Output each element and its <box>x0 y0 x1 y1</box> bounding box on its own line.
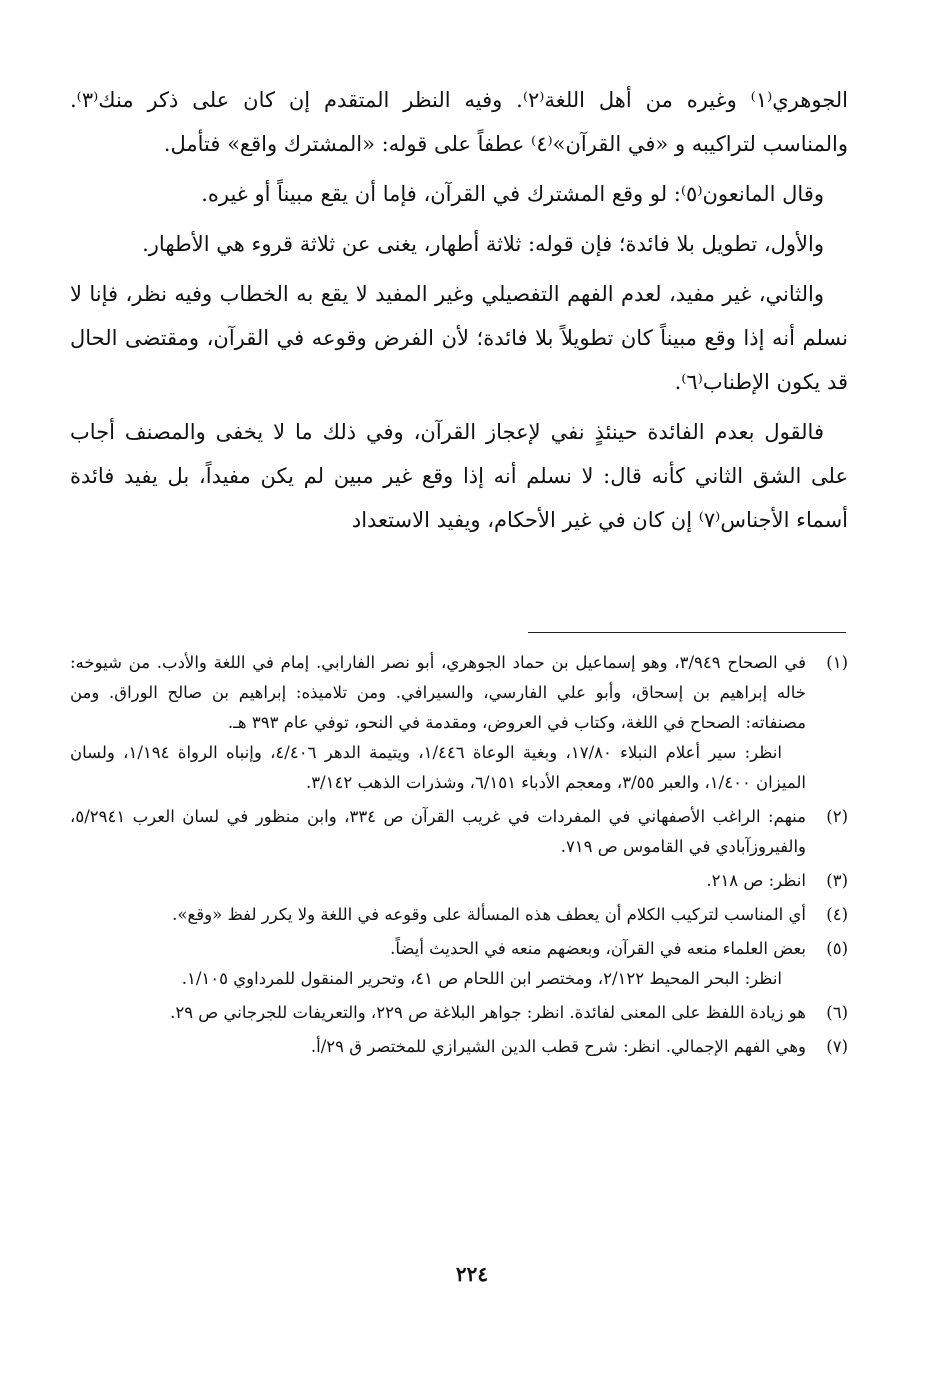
footnote-number: (١) <box>826 653 848 672</box>
paragraph: الجوهري⁽١⁾ وغيره من أهل اللغة⁽٢⁾. وفيه النظر المتقدم إن كان على ذكر منك⁽٣⁾. والمناسب لتراكيبه و «في القرآن»⁽٤⁾ عطفاً على قوله: «المشترك واقع» فتأمل. <box>70 88 848 156</box>
paragraph: والثاني، غير مفيد، لعدم الفهم التفصيلي وغير المفيد لا يقع به الخطاب وفيه نظر، فإنا لا نسلم أنه إذا وقع مبيناً كان تطويلاً بلا فائدة؛ لأن الفرض وقوعه في القرآن، ومقتضى الحال قد يكون الإطناب⁽٦⁾. <box>70 282 848 394</box>
footnote <box>70 900 848 930</box>
footnote-text: انظر: سير أعلام النبلاء ١٧/٨٠، وبغية الوعاة ١/٤٤٦، ويتيمة الدهر ٤/٤٠٦، وإنباه الرواة ١/١٩٤، ولسان الميزان ١/٤٠٠، والعبر ٣/٥٥، ومعجم الأدباء ٦/١٥١، وشذرات الذهب ٣/١٤٢. <box>70 743 806 792</box>
footnotes <box>70 648 848 1066</box>
footnote-number: (٦) <box>826 1003 848 1022</box>
footnote-text: هو زيادة اللفظ على المعنى لفائدة. انظر: جواهر البلاغة ص ٢٢٩، والتعريفات للجرجاني ص ٢٩. <box>170 1003 806 1022</box>
footnote-text: وهي الفهم الإجمالي. انظر: شرح قطب الدين الشيرازي للمختصر ق ٢٩/أ. <box>310 1037 806 1056</box>
footnote-text: في الصحاح ٣/٩٤٩، وهو إسماعيل بن حماد الجوهري، أبو نصر الفارابي. إمام في اللغة والأدب. من شيوخه: خاله إبراهيم بن إسحاق، وأبو علي الفارسي، والسيرافي. ومن تلاميذه: إبراهيم بن صالح الوراق. ومن مصنفاته: الصحاح في اللغة، وكتاب في العروض، ومقدمة في النحو، توفي عام ٣٩٣ هـ. <box>70 653 806 732</box>
footnote-text: انظر: البحر المحيط ٢/١٢٢، ومختصر ابن اللحام ص ٤١، وتحرير المنقول للمرداوي ١/١٠٥. <box>181 969 782 988</box>
footnote-divider <box>528 632 846 633</box>
footnote-number: (٣) <box>826 871 848 890</box>
footnote <box>70 866 848 896</box>
paragraph: والأول، تطويل بلا فائدة؛ فإن قوله: ثلاثة أطهار، يغنى عن ثلاثة قروء هي الأطهار. <box>142 232 824 256</box>
footnote-text: انظر: ص ٢١٨. <box>706 871 806 890</box>
main-text <box>70 78 848 548</box>
footnote <box>70 934 848 994</box>
footnote-text: أي المناسب لتركيب الكلام أن يعطف هذه المسألة على وقوعه في اللغة ولا يكرر لفظ «وقع». <box>172 905 806 924</box>
paragraph: فالقول بعدم الفائدة حينئذٍ نفي لإعجاز القرآن، وفي ذلك ما لا يخفى والمصنف أجاب على الشق الثاني كأنه قال: لا نسلم أنه إذا وقع غير مبين لم يكن مفيداً، بل يفيد فائدة أسماء الأجناس⁽٧⁾ إن كان في غير الأحكام، ويفيد الاستعداد <box>70 420 848 532</box>
footnote-number: (٥) <box>826 939 848 958</box>
footnote <box>70 648 848 798</box>
footnote-number: (٤) <box>826 905 848 924</box>
footnote-text: منهم: الراغب الأصفهاني في المفردات في غريب القرآن ص ٣٣٤، وابن منظور في لسان العرب ٥/٢٩٤١، والفيروزآبادي في القاموس ص ٧١٩. <box>70 807 806 856</box>
page-number: ٢٢٤ <box>455 1262 489 1286</box>
footnote-number: (٢) <box>826 807 848 826</box>
footnote <box>70 802 848 862</box>
paragraph: وقال المانعون⁽٥⁾: لو وقع المشترك في القرآن، فإما أن يقع مبيناً أو غيره. <box>201 182 824 206</box>
footnote-number: (٧) <box>826 1037 848 1056</box>
footnote <box>70 998 848 1028</box>
footnote-text: بعض العلماء منعه في القرآن، وبعضهم منعه في الحديث أيضاً. <box>390 939 806 958</box>
footnote <box>70 1032 848 1062</box>
